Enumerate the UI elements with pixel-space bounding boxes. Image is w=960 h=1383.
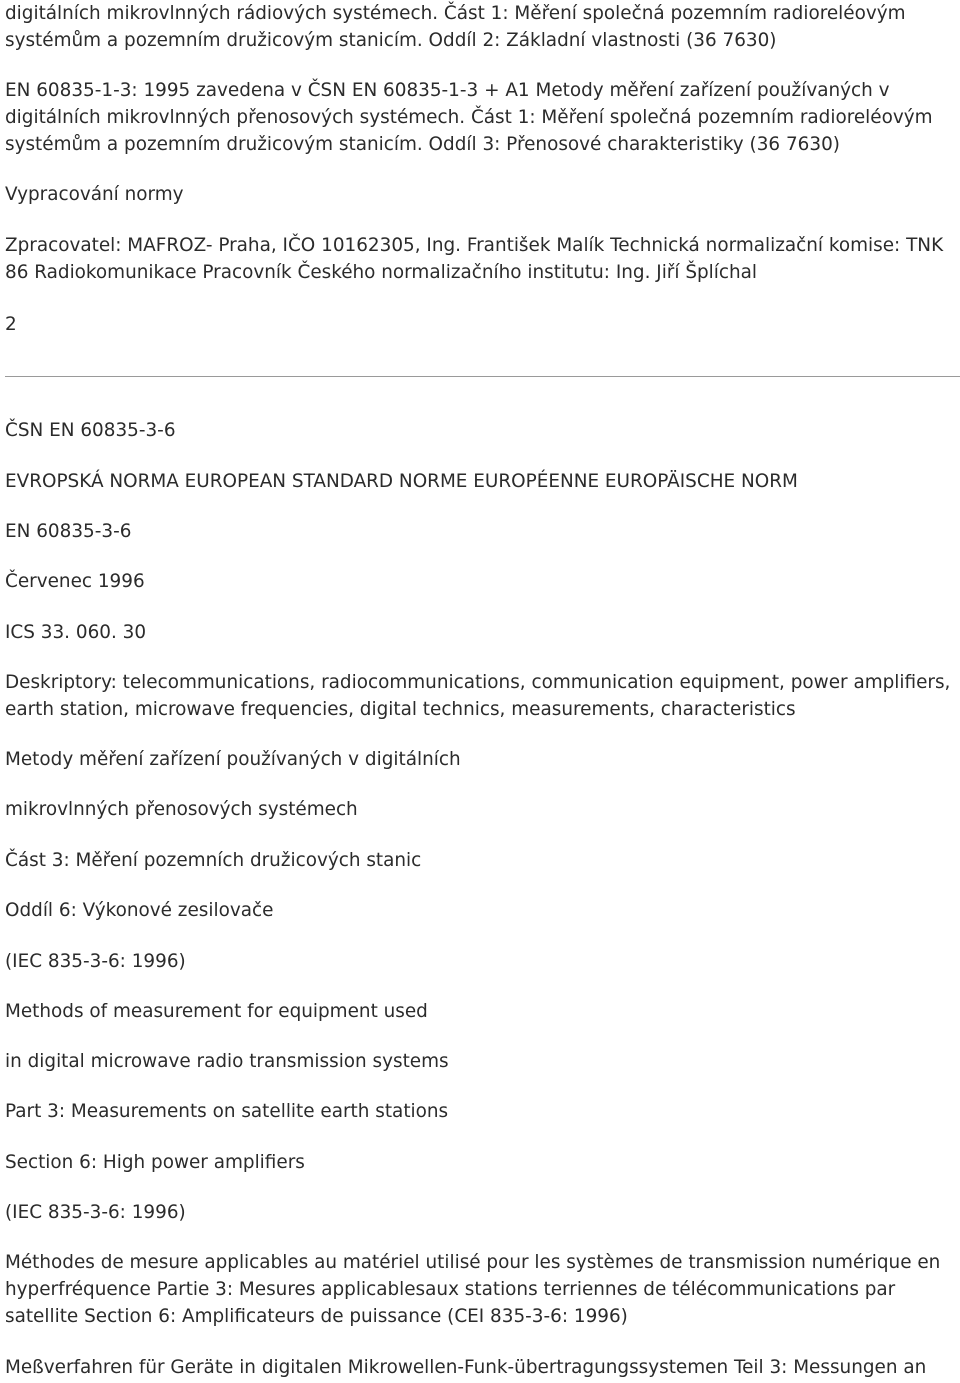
paragraph-zpracovatel: Zpracovatel: MAFROZ- Praha, IČO 10162305, Ing. František Malík Technická normalizační komise: TNK 86 Radiokomunikace Pracovník Českého normalizačního institutu: Ing. Jiří Šplíchal [5,235,944,283]
page-divider [5,376,960,377]
descriptors: Deskriptory: telecommunications, radiocommunications, communication equipment, power amplifiers, earth station, microwave frequencies, digital technics, measurements, characteristics [5,672,951,720]
heading-vypracovani-normy: Vypracování normy [5,184,184,205]
page-number: 2 [5,314,17,335]
standard-number-csn: ČSN EN 60835-3-6 [5,420,176,441]
iec-reference-1: (IEC 835-3-6: 1996) [5,951,186,972]
ics-code: ICS 33. 060. 30 [5,622,147,643]
title-cz-section: Oddíl 6: Výkonové zesilovače [5,900,274,921]
paragraph-en-60835-1-3: EN 60835-1-3: 1995 zavedena v ČSN EN 60835-1-3 + A1 Metody měření zařízení používaných v digitálních mikrovlnných přenosových systémech. Část 1: Měření společná pozemním radioreléovým systémům a pozemním družicovým stanicím. Oddíl 3: Přenosové charakteristiky (36 7630) [5,80,933,155]
title-en-line-1: Methods of measurement for equipment used [5,1001,428,1022]
standard-number-en: EN 60835-3-6 [5,521,132,542]
title-en-section: Section 6: High power amplifiers [5,1152,305,1173]
title-fr: Méthodes de mesure applicables au matériel utilisé pour les systèmes de transmission numérique en hyperfréquence Partie 3: Mesures applicablesaux stations terriennes de télécommunications par satellite Section 6: Amplificateurs de puissance (CEI 835-3-6: 1996) [5,1252,941,1327]
publication-date: Červenec 1996 [5,571,145,592]
title-en-part: Part 3: Measurements on satellite earth stations [5,1101,449,1122]
paragraph-intro-continuation: digitálních mikrovlnných rádiových systémech. Část 1: Měření společná pozemním radioreléovým systémům a pozemním družicovým stanicím. Oddíl 2: Základní vlastnosti (36 7630) [5,3,906,51]
european-standard-heading: EVROPSKÁ NORMA EUROPEAN STANDARD NORME EUROPÉENNE EUROPÄISCHE NORM [5,471,798,492]
title-cz-line-1: Metody měření zařízení používaných v digitálních [5,749,461,770]
title-cz-part: Část 3: Měření pozemních družicových stanic [5,850,422,871]
title-de: Meßverfahren für Geräte in digitalen Mikrowellen-Funk-übertragungssystemen Teil 3: Messungen an [5,1357,927,1378]
iec-reference-2: (IEC 835-3-6: 1996) [5,1202,186,1223]
title-cz-line-2: mikrovlnných přenosových systémech [5,799,358,820]
title-en-line-2: in digital microwave radio transmission systems [5,1051,449,1072]
